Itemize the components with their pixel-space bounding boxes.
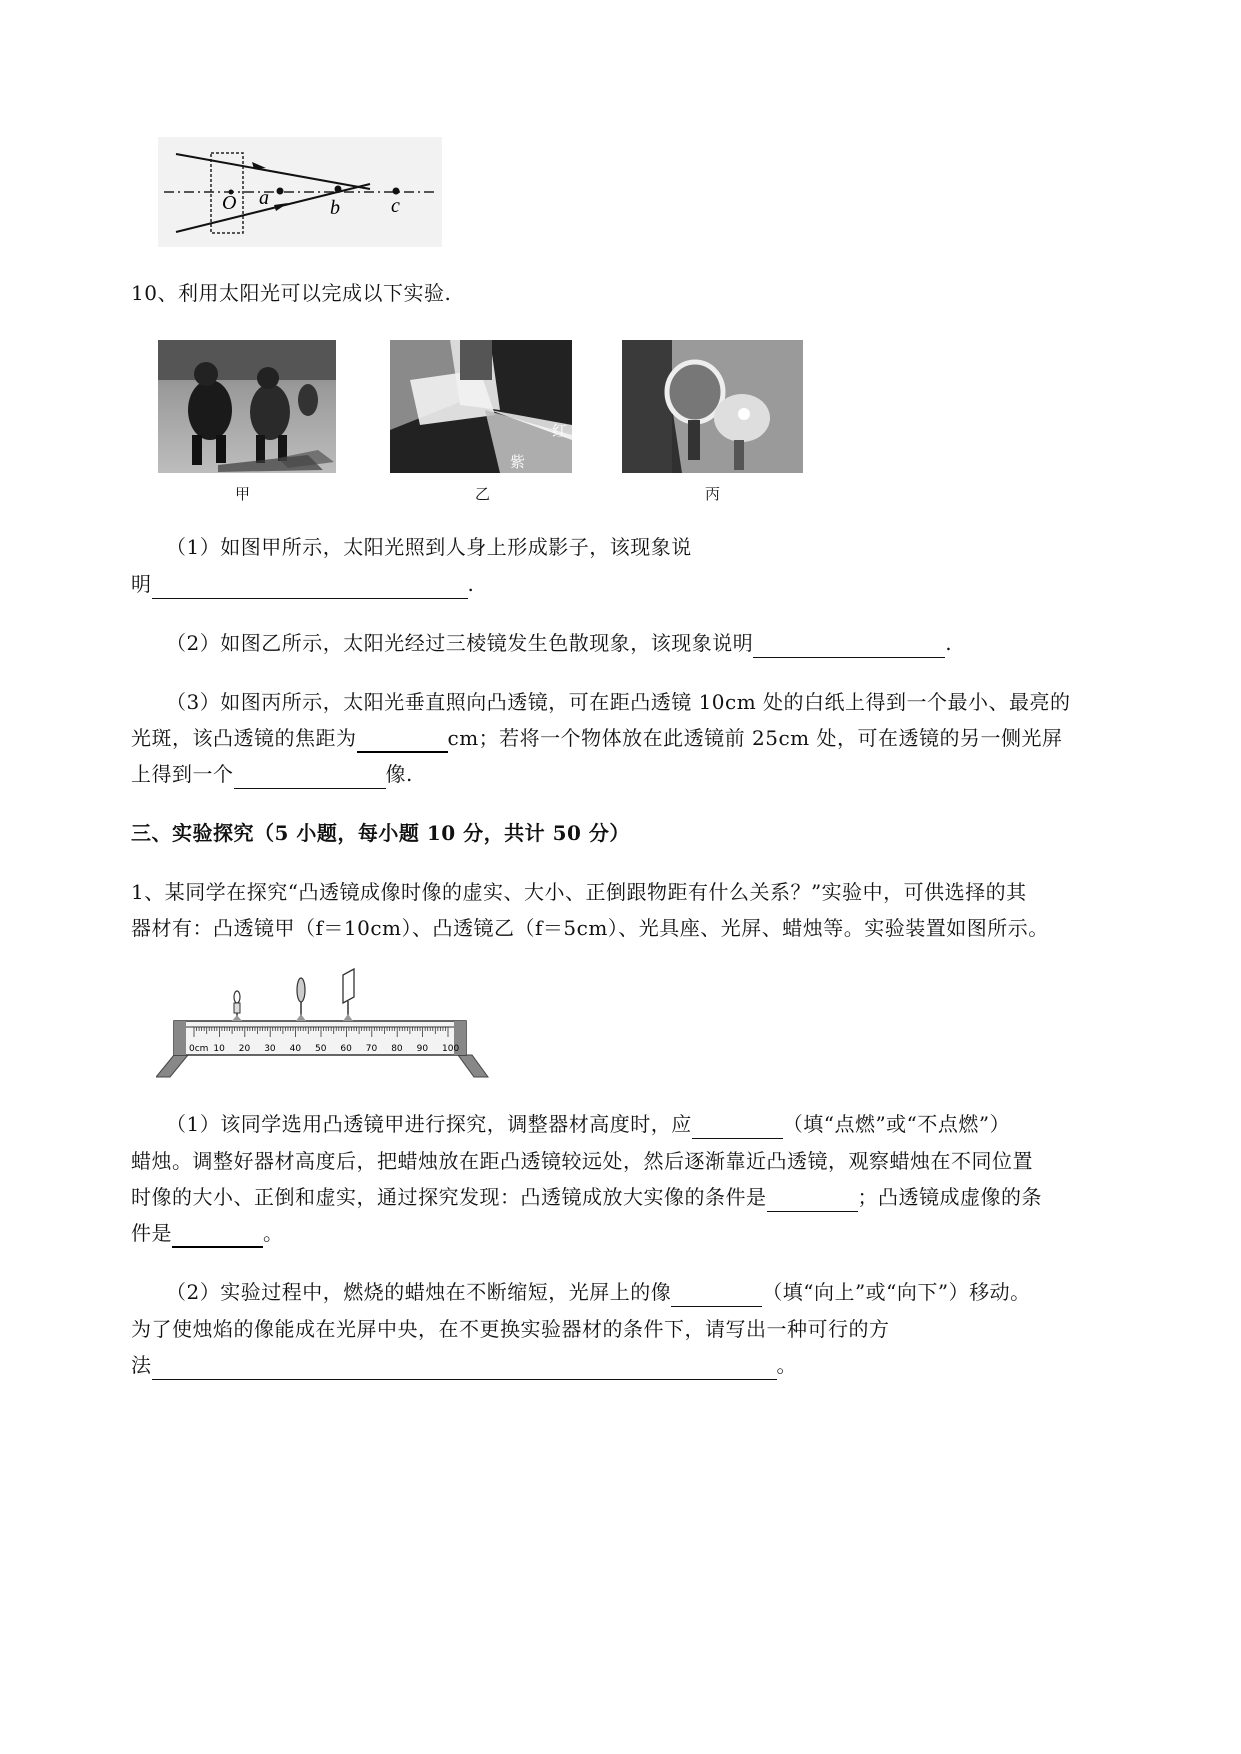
label-violet: 紫 [510, 453, 526, 471]
label-b: b [330, 197, 340, 219]
bench-tick-label: 40 [289, 1044, 302, 1054]
magnifier-focus-photo-icon [622, 340, 803, 473]
q10-p1-prefix: 明 [131, 572, 152, 596]
optical-bench-figure [156, 965, 491, 1080]
q10-p3-image-blank[interactable] [234, 766, 386, 789]
upper-ray [176, 154, 370, 189]
bench-tick-label: 30 [264, 1044, 276, 1054]
q1-s2-text-d: 。 [776, 1353, 797, 1377]
q1-s2-text-b: （填“向上”或“向下”）移动。 [762, 1280, 1031, 1304]
bench-tick-label: 60 [340, 1044, 352, 1054]
label-a: a [259, 187, 269, 209]
bench-tick-label: 80 [391, 1044, 403, 1054]
q1-s2-method-blank[interactable] [152, 1357, 777, 1380]
prism-dispersion-photo-icon [390, 340, 572, 473]
optical-bench-svg [156, 965, 491, 1080]
candle [232, 991, 242, 1021]
q10-p3-line3 [131, 759, 413, 789]
q1-s1-real-image-blank[interactable] [767, 1189, 858, 1212]
bench-unit-label: 0cm [189, 1044, 209, 1054]
q1-s2-text-a: （2）实验过程中，燃烧的蜡烛在不断缩短，光屏上的像 [166, 1280, 672, 1304]
label-o: O [222, 192, 237, 214]
q1-s1-line3 [131, 1182, 1042, 1212]
q10-p2-text: （2）如图乙所示，太阳光经过三棱镜发生色散现象，该现象说明 [166, 631, 754, 655]
lens-ray-svg [158, 137, 442, 247]
q10-p1-line1: （1）如图甲所示，太阳光照到人身上形成影子，该现象说 [166, 535, 692, 559]
q1-s1-virtual-image-blank[interactable] [172, 1224, 263, 1248]
q1-s1-text-e: 件是 [131, 1221, 172, 1245]
caption-jia: 甲 [235, 485, 251, 503]
q1-s1-text-b: （填“点燃”或“不点燃”） [782, 1112, 1011, 1136]
q1-s1-text-f: 。 [263, 1221, 284, 1245]
q1-s1-text-c: 时像的大小、正倒和虚实，通过探究发现：凸透镜成放大实像的条件是 [131, 1185, 767, 1209]
bench-tick-label: 10 [213, 1044, 225, 1054]
q1-s2-line1 [166, 1277, 1031, 1307]
q10-p3-text-a: 光斑，该凸透镜的焦距为 [131, 726, 357, 750]
q1-intro-line2: 器材有：凸透镜甲（f＝10cm）、凸透镜乙（f＝5cm）、光具座、光屏、蜡烛等。实验装置如图所示。 [131, 916, 1049, 940]
section-3-heading: 三、实验探究（5 小题，每小题 10 分，共计 50 分） [131, 821, 630, 845]
photo-shadow [158, 340, 336, 473]
photo-prism [390, 340, 572, 473]
bench-tick-label: 90 [416, 1044, 429, 1054]
q10-p2-end: . [945, 631, 953, 655]
bench-tick-label: 50 [315, 1044, 327, 1054]
point-b [335, 186, 342, 193]
bench-tick-label: 100 [442, 1044, 460, 1054]
photo-magnifier [622, 340, 803, 473]
q10-p2-line [166, 628, 952, 658]
q1-s2-line2: 为了使烛焰的像能成在光屏中央，在不更换实验器材的条件下，请写出一种可行的方 [131, 1317, 890, 1341]
light-screen [343, 969, 354, 1021]
caption-yi: 乙 [475, 485, 491, 503]
q10-p2-answer-blank[interactable] [753, 635, 945, 658]
upper-ray-arrow [252, 162, 266, 169]
q1-s1-text-d: ；凸透镜成虚像的条 [857, 1185, 1042, 1209]
q10-p3-text-c: 上得到一个 [131, 762, 234, 786]
q1-s1-text-a: （1）该同学选用凸透镜甲进行探究，调整器材高度时，应 [166, 1112, 692, 1136]
q10-p3-text-d: 像. [385, 762, 413, 786]
lens-ray-diagram [158, 137, 442, 247]
q10-p1-end: . [467, 572, 475, 596]
q1-s2-text-c: 法 [131, 1353, 152, 1377]
q1-intro-line1: 1、某同学在探究“凸透镜成像时像的虚实、大小、正倒跟物距有什么关系？”实验中，可供选择的其 [131, 880, 1027, 904]
convex-lens [296, 978, 306, 1021]
point-c [393, 188, 400, 195]
q10-p3-text-b: cm；若将一个物体放在此透镜前 25cm 处，可在透镜的另一侧光屏 [447, 726, 1063, 750]
q10-p1-answer-blank[interactable] [152, 576, 468, 599]
q10-p3-line1: （3）如图丙所示，太阳光垂直照向凸透镜，可在距凸透镜 10cm 处的白纸上得到一个最小、最亮的 [166, 690, 1071, 714]
bench-tick-label: 20 [238, 1044, 251, 1054]
bench-tick-label: 70 [365, 1044, 378, 1054]
q10-title: 10、利用太阳光可以完成以下实验. [131, 281, 452, 305]
q1-s1-line1 [166, 1109, 1010, 1139]
q10-p3-line2 [131, 723, 1063, 753]
caption-bing: 丙 [705, 485, 721, 503]
q10-p1-line2 [131, 569, 474, 599]
label-red: 红 [552, 422, 568, 440]
shadow-children-photo-icon [158, 340, 336, 473]
q1-s2-direction-blank[interactable] [671, 1284, 762, 1307]
q1-s1-line4 [131, 1218, 284, 1248]
point-a [277, 188, 284, 195]
lower-ray [176, 184, 370, 232]
label-c: c [391, 195, 400, 217]
lower-ray-arrow [274, 203, 288, 211]
q10-p3-focal-blank[interactable] [357, 729, 448, 753]
q1-s1-line2: 蜡烛。调整好器材高度后，把蜡烛放在距凸透镜较远处，然后逐渐靠近凸透镜，观察蜡烛在不同位置 [131, 1149, 1033, 1173]
q1-s1-ignite-blank[interactable] [692, 1116, 783, 1139]
q1-s2-line3 [131, 1350, 797, 1380]
